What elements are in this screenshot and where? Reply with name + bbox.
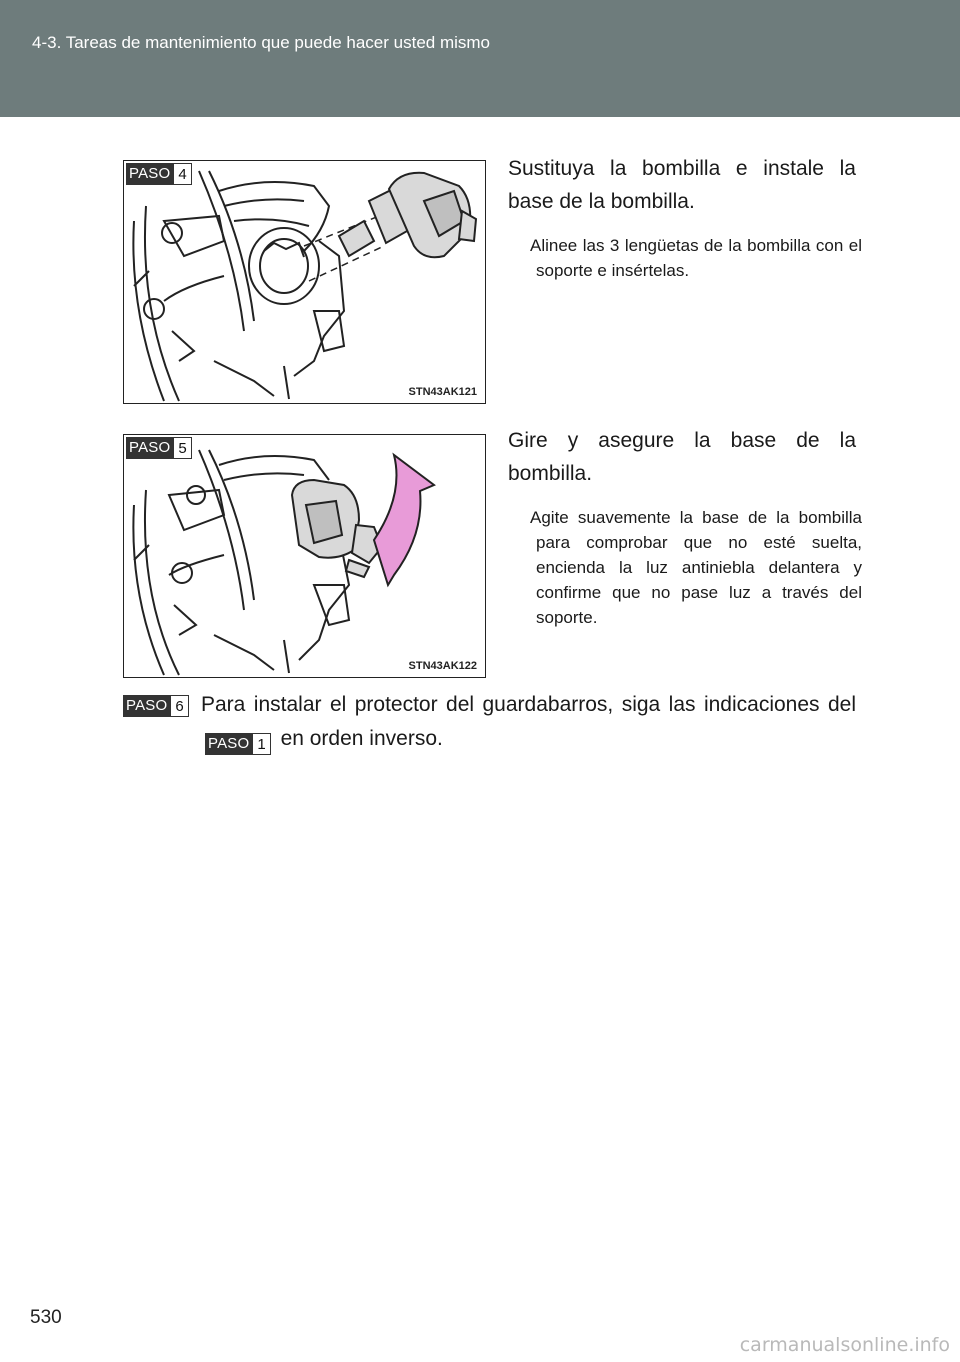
step-4-detail: Alinee las 3 lengüetas de la bombilla con el soporte e insértelas. xyxy=(530,236,862,280)
step-4-badge-number: 4 xyxy=(174,163,191,185)
step-6-badge xyxy=(123,695,189,717)
step-4-badge-label: PASO xyxy=(126,163,174,185)
step-4-badge xyxy=(126,163,192,185)
step-5-detail: Agite suavemente la base de la bombilla para comprobar que no esté suelta, encienda la luz antiniebla delantera y confirme que no pase luz a través del soporte. xyxy=(530,508,862,627)
page-number: 530 xyxy=(30,1307,62,1328)
step-5-badge-number: 5 xyxy=(174,437,191,459)
step-4-figure-code: STN43AK121 xyxy=(408,386,477,398)
step-6-badge-number: 6 xyxy=(171,695,188,717)
fog-light-bulb-lock-illustration xyxy=(124,435,485,677)
step-5-badge-label: PASO xyxy=(126,437,174,459)
step-5-title: Gire y asegure la base de la bombilla. xyxy=(508,429,856,485)
step-1-reference-number: 1 xyxy=(253,733,270,755)
step-1-reference-label: PASO xyxy=(205,733,253,755)
step-1-reference-badge xyxy=(205,733,271,755)
step-6-text-before: Para instalar el protector del guardabarros, siga las indicaciones del xyxy=(201,693,856,716)
rotate-arrow-icon xyxy=(374,455,434,585)
step-6-badge-label: PASO xyxy=(123,695,171,717)
fog-light-bulb-removal-illustration xyxy=(124,161,485,403)
step-5-figure xyxy=(123,434,486,678)
step-6-text-after: en orden inverso. xyxy=(280,727,443,750)
step-6-text xyxy=(201,688,856,756)
section-header xyxy=(0,0,960,117)
step-4-title: Sustituya la bombilla e instale la base de la bombilla. xyxy=(508,157,856,213)
step-4-figure xyxy=(123,160,486,404)
section-title: 4-3. Tareas de mantenimiento que puede hacer usted mismo xyxy=(32,33,491,52)
watermark: carmanualsonline.info xyxy=(739,1334,950,1356)
step-5-badge xyxy=(126,437,192,459)
step-5-figure-code: STN43AK122 xyxy=(408,660,477,672)
